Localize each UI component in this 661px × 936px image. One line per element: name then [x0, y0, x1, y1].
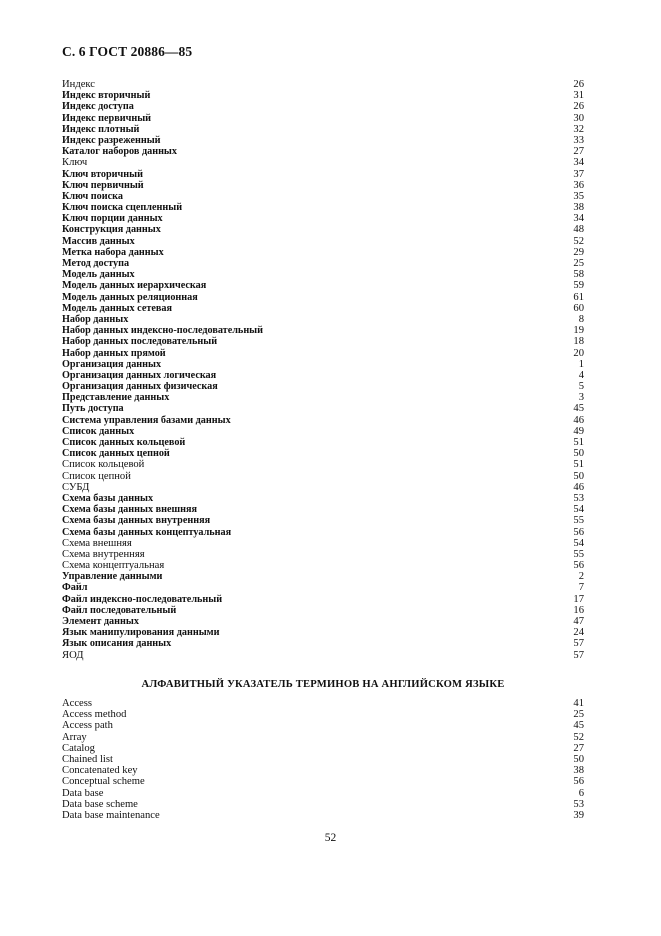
- index-page-number: 38: [573, 202, 584, 214]
- index-term: Схема базы данных концептуальная: [62, 526, 232, 538]
- index-page-number: 56: [573, 560, 584, 572]
- index-page-number: 24: [573, 627, 584, 639]
- index-term: Conceptual scheme: [62, 776, 145, 788]
- index-entry: [62, 403, 584, 414]
- index-entry: [62, 582, 584, 593]
- index-page-number: 51: [573, 459, 584, 471]
- index-page-number: 31: [573, 90, 584, 102]
- index-term: Схема базы данных: [62, 492, 154, 504]
- index-entry: [62, 224, 584, 235]
- index-entry: [62, 124, 584, 135]
- index-page-number: 58: [573, 269, 584, 281]
- index-term: Индекс разреженный: [62, 134, 161, 146]
- index-page-number: 39: [573, 809, 584, 821]
- index-term: Организация данных: [62, 358, 162, 370]
- index-entry: [62, 605, 584, 616]
- index-term: ЯОД: [62, 649, 84, 661]
- russian-term-index: [62, 79, 584, 661]
- index-entry: [62, 79, 584, 90]
- index-term: Схема базы данных внешняя: [62, 504, 197, 516]
- index-entry: [62, 180, 584, 191]
- index-term: Access path: [62, 720, 113, 732]
- index-page-number: 29: [573, 246, 584, 258]
- index-entry: [62, 504, 584, 515]
- index-term: Array: [62, 731, 87, 743]
- index-term: Схема внутренняя: [62, 548, 145, 560]
- index-page-number: 2: [578, 571, 584, 583]
- index-term: Файл последовательный: [62, 604, 177, 616]
- index-term: Индекс: [62, 79, 95, 90]
- index-page-number: 47: [573, 616, 584, 627]
- index-entry: [62, 799, 584, 810]
- index-entry: [62, 732, 584, 743]
- index-entry: [62, 213, 584, 224]
- index-term: Ключ первичный: [62, 179, 144, 191]
- index-term: Индекс вторичный: [62, 90, 151, 102]
- index-term: Data base: [62, 787, 104, 799]
- index-page-number: 26: [573, 101, 584, 113]
- index-entry: [62, 754, 584, 765]
- index-page-number: 34: [573, 157, 584, 169]
- index-entry: [62, 392, 584, 403]
- index-entry: [62, 638, 584, 649]
- index-term: Список цепной: [62, 470, 131, 482]
- index-term: Data base scheme: [62, 798, 138, 810]
- index-entry: [62, 381, 584, 392]
- index-page-number: 45: [573, 720, 584, 732]
- index-term: Список данных кольцевой: [62, 437, 186, 448]
- index-page-number: 51: [573, 437, 584, 448]
- index-term: Набор данных: [62, 313, 129, 325]
- index-page-number: 54: [573, 504, 584, 516]
- index-entry: [62, 765, 584, 776]
- index-term: Файл индексно-последовательный: [62, 593, 223, 605]
- index-entry: [62, 549, 584, 560]
- index-entry: [62, 269, 584, 280]
- index-entry: [62, 515, 584, 526]
- index-page-number: 33: [573, 134, 584, 146]
- index-entry: [62, 560, 584, 571]
- index-term: Индекс доступа: [62, 101, 134, 113]
- index-page-number: 34: [573, 213, 584, 225]
- index-entry: [62, 135, 584, 146]
- index-term: Конструкция данных: [62, 224, 161, 236]
- index-entry: [62, 788, 584, 799]
- index-page-number: 56: [573, 776, 584, 788]
- index-term: Список данных цепной: [62, 448, 170, 460]
- index-page-number: 57: [573, 638, 584, 650]
- page-number: 52: [324, 832, 337, 844]
- index-entry: [62, 810, 584, 821]
- index-entry: [62, 426, 584, 437]
- index-page-number: 20: [573, 347, 584, 359]
- index-term: Набор данных последовательный: [62, 336, 218, 348]
- index-page-number: 25: [573, 709, 584, 721]
- index-page-number: 17: [573, 593, 584, 605]
- index-page-number: 6: [578, 787, 584, 799]
- english-term-index: [62, 698, 584, 821]
- index-term: Элемент данных: [62, 616, 139, 627]
- index-entry: [62, 627, 584, 638]
- index-term: Concatenated key: [62, 765, 138, 777]
- index-entry: [62, 247, 584, 258]
- index-entry: [62, 202, 584, 213]
- index-entry: [62, 709, 584, 720]
- index-term: Организация данных логическая: [62, 369, 217, 381]
- index-entry: [62, 191, 584, 202]
- index-page-number: 60: [573, 302, 584, 314]
- index-entry: [62, 359, 584, 370]
- index-entry: [62, 776, 584, 787]
- index-term: Модель данных иерархическая: [62, 280, 207, 292]
- index-page-number: 27: [573, 742, 584, 754]
- index-page-number: 1: [578, 358, 584, 370]
- index-page-number: 59: [573, 280, 584, 292]
- index-page-number: 45: [573, 403, 584, 415]
- index-term: Метка набора данных: [62, 246, 164, 258]
- index-term: Метод доступа: [62, 258, 130, 269]
- index-entry: [62, 258, 584, 269]
- index-entry: [62, 448, 584, 459]
- index-page-number: 48: [573, 224, 584, 236]
- index-page-number: 5: [578, 381, 584, 393]
- index-page-number: 56: [573, 526, 584, 538]
- index-term: Ключ поиска сцепленный: [62, 202, 183, 214]
- index-entry: [62, 698, 584, 709]
- index-page-number: 49: [573, 425, 584, 437]
- index-entry: [62, 325, 584, 336]
- index-term: Ключ порции данных: [62, 213, 163, 225]
- index-entry: [62, 594, 584, 605]
- index-page-number: 36: [573, 179, 584, 191]
- index-page-number: 26: [573, 79, 584, 90]
- index-entry: [62, 571, 584, 582]
- index-entry: [62, 303, 584, 314]
- index-page-number: 46: [573, 414, 584, 426]
- index-term: Модель данных сетевая: [62, 302, 172, 314]
- index-entry: [62, 720, 584, 731]
- index-entry: [62, 370, 584, 381]
- index-term: Ключ поиска: [62, 190, 123, 202]
- index-entry: [62, 292, 584, 303]
- index-term: Список кольцевой: [62, 459, 145, 471]
- index-page-number: 50: [573, 753, 584, 765]
- index-entry: [62, 482, 584, 493]
- index-page-number: 19: [573, 325, 584, 337]
- index-term: Список данных: [62, 425, 135, 437]
- english-index-title: АЛФАВИТНЫЙ УКАЗАТЕЛЬ ТЕРМИНОВ НА АНГЛИЙСКОМ ЯЗЫКЕ: [141, 679, 505, 690]
- index-entry: [62, 314, 584, 325]
- index-page-number: 53: [573, 798, 584, 810]
- index-term: Access: [62, 698, 93, 709]
- index-term: Индекс первичный: [62, 112, 152, 124]
- index-entry: [62, 236, 584, 247]
- index-page-number: 4: [578, 369, 584, 381]
- index-term: Набор данных прямой: [62, 347, 166, 359]
- index-page-number: 46: [573, 481, 584, 493]
- index-page-number: 52: [573, 235, 584, 247]
- index-term: Управление данными: [62, 571, 163, 583]
- index-term: Ключ вторичный: [62, 168, 143, 180]
- index-entry: [62, 348, 584, 359]
- index-entry: [62, 437, 584, 448]
- index-term: Язык описания данных: [62, 638, 172, 650]
- index-entry: [62, 415, 584, 426]
- index-page-number: 3: [578, 392, 584, 404]
- index-term: СУБД: [62, 481, 90, 493]
- index-page-number: 50: [573, 470, 584, 482]
- index-page-number: 55: [573, 515, 584, 527]
- index-page-number: 54: [573, 537, 584, 549]
- index-page-number: 27: [573, 146, 584, 158]
- index-entry: [62, 527, 584, 538]
- index-term: Chained list: [62, 753, 113, 765]
- index-page-number: 18: [573, 336, 584, 348]
- index-entry: [62, 113, 584, 124]
- index-term: Схема концептуальная: [62, 560, 165, 572]
- index-page-number: 7: [578, 582, 584, 594]
- index-page-number: 52: [573, 731, 584, 743]
- index-entry: [62, 616, 584, 627]
- index-term: Набор данных индексно-последовательный: [62, 325, 264, 337]
- index-page-number: 50: [573, 448, 584, 460]
- index-page-number: 61: [573, 291, 584, 303]
- index-entry: [62, 169, 584, 180]
- index-page-number: 35: [573, 190, 584, 202]
- index-page-number: 30: [573, 112, 584, 124]
- index-page-number: 32: [573, 123, 584, 135]
- index-term: Система управления базами данных: [62, 414, 231, 426]
- index-page-number: 38: [573, 765, 584, 777]
- page-header: С. 6 ГОСТ 20886—85: [62, 44, 193, 59]
- index-term: Язык манипулирования данными: [62, 627, 220, 639]
- index-term: Модель данных: [62, 269, 135, 281]
- index-term: Файл: [62, 582, 88, 594]
- index-term: Представление данных: [62, 392, 170, 404]
- index-term: Модель данных реляционная: [62, 291, 198, 303]
- index-entry: [62, 538, 584, 549]
- index-page-number: 41: [573, 698, 584, 709]
- index-page-number: 55: [573, 548, 584, 560]
- index-term: Data base maintenance: [62, 809, 160, 821]
- index-entry: [62, 493, 584, 504]
- index-term: Catalog: [62, 742, 95, 754]
- index-term: Путь доступа: [62, 403, 124, 415]
- index-entry: [62, 471, 584, 482]
- index-entry: [62, 146, 584, 157]
- index-page-number: 57: [573, 649, 584, 661]
- index-entry: [62, 90, 584, 101]
- index-page-number: 16: [573, 604, 584, 616]
- index-page-number: 8: [578, 313, 584, 325]
- index-term: Массив данных: [62, 235, 135, 247]
- index-entry: [62, 280, 584, 291]
- index-page-number: 25: [573, 258, 584, 269]
- index-page-number: 53: [573, 492, 584, 504]
- index-entry: [62, 743, 584, 754]
- index-term: Индекс плотный: [62, 123, 140, 135]
- index-entry: [62, 101, 584, 112]
- index-term: Каталог наборов данных: [62, 146, 177, 158]
- index-entry: [62, 157, 584, 168]
- index-entry: [62, 650, 584, 661]
- index-term: Схема внешняя: [62, 537, 132, 549]
- index-term: Ключ: [62, 157, 88, 169]
- index-entry: [62, 336, 584, 347]
- index-term: Организация данных физическая: [62, 381, 218, 393]
- index-entry: [62, 459, 584, 470]
- index-term: Access method: [62, 709, 127, 721]
- index-page-number: 37: [573, 168, 584, 180]
- index-term: Схема базы данных внутренняя: [62, 515, 211, 527]
